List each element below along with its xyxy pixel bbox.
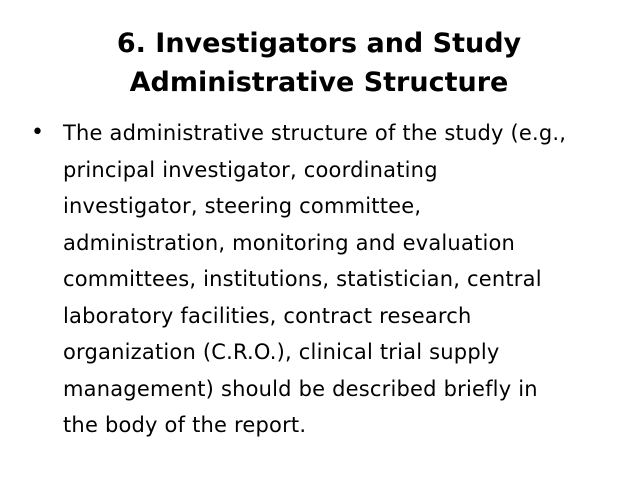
bullet-text-line: organization (C.R.O.), clinical trial supply: [63, 340, 500, 364]
slide-title-line: 6. Investigators and Study: [116, 28, 522, 59]
bullet-item: [31, 115, 621, 444]
bullet-text-line: committees, institutions, statistician, central: [63, 267, 542, 291]
bullet-text-line: management) should be described briefly in: [63, 376, 538, 401]
bullet-text-line: administration, monitoring and evaluation: [63, 230, 516, 255]
slide-title-line: Administrative Structure: [129, 67, 509, 98]
bullet-marker: •: [31, 120, 44, 145]
bullet-text: [63, 115, 621, 444]
bullet-list: [31, 115, 621, 444]
bullet-text-line: principal investigator, coordinating: [63, 157, 438, 182]
bullet-text-line: The administrative structure of the study (e.g.,: [63, 121, 567, 145]
bullet-text-line: investigator, steering committee,: [63, 194, 422, 218]
bullet-text-line: the body of the report.: [63, 413, 307, 437]
bullet-text-line: laboratory facilities, contract research: [63, 303, 472, 328]
slide-title: [40, 24, 598, 102]
